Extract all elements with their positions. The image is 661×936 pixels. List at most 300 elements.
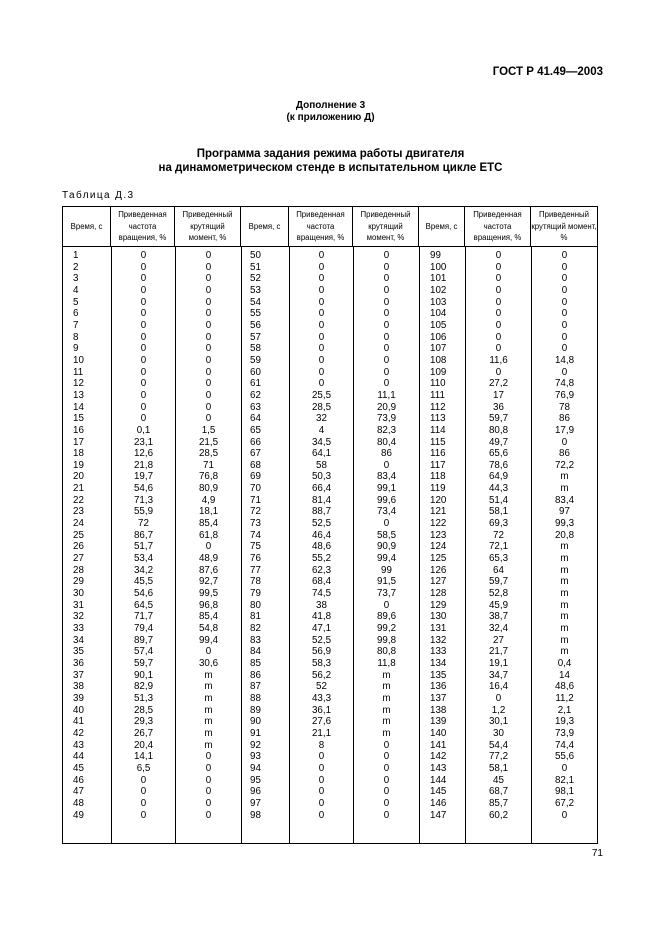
speed-cell-3: 11,6 (489, 354, 508, 366)
time-cell-3: 141 (430, 739, 447, 751)
time-cell-3: 103 (430, 296, 447, 308)
speed-cell-1: 0 (140, 343, 147, 355)
speed-cell-1: 51,7 (133, 541, 154, 553)
time-cell-3: 113 (430, 413, 446, 425)
time-cell-3: 142 (430, 751, 447, 763)
speed-cell-2: 27,6 (311, 716, 332, 728)
time-cell-3: 140 (430, 727, 447, 739)
torque-cell-1: 0 (205, 378, 212, 390)
time-cell-1: 41 (73, 716, 84, 728)
speed-cell-1: 0,1 (136, 424, 151, 436)
speed-cell-3: 0 (495, 343, 502, 355)
speed-cell-1: 51,3 (133, 692, 154, 704)
speed-cell-3: 32,4 (488, 623, 509, 634)
torque-cell-3: 0 (561, 366, 568, 378)
torque-cell-1: 0 (205, 250, 212, 261)
speed-cell-3: 69,3 (488, 518, 509, 530)
speed-cell-1: 89,7 (133, 634, 154, 646)
torque-cell-2: 0 (383, 366, 390, 378)
time-cell-2: 86 (250, 669, 261, 681)
speed-cell-2: 68,4 (311, 576, 332, 588)
torque-cell-2: m (382, 681, 391, 693)
time-cell-3: 130 (430, 611, 447, 623)
torque-cell-3: 17,9 (554, 424, 575, 436)
speed-cell-3: 60,2 (488, 809, 509, 821)
time-cell-2: 64 (250, 413, 261, 425)
time-cell-2: 81 (250, 611, 261, 623)
time-cell-1: 27 (73, 553, 84, 565)
speed-cell-2: 0 (318, 809, 325, 821)
time-cell-3: 119 (430, 483, 446, 495)
speed-cell-2: 25,5 (311, 389, 332, 401)
speed-cell-3: 0 (495, 261, 502, 273)
speed-cell-1: 0 (140, 261, 147, 273)
torque-cell-1: 92,7 (198, 576, 219, 588)
speed-cell-2: 66,4 (311, 483, 332, 495)
time-cell-2: 65 (250, 424, 261, 436)
time-cell-1: 47 (73, 786, 84, 798)
time-cell-3: 127 (430, 576, 447, 588)
speed-cell-3: 54,4 (488, 739, 509, 751)
torque-cell-2: 99 (381, 564, 392, 576)
torque-cell-3: m (560, 588, 569, 600)
torque-cell-2: 99,1 (376, 483, 397, 495)
torque-cell-2: 99,4 (376, 553, 397, 565)
time-cell-3: 104 (430, 308, 447, 320)
torque-cell-3: m (560, 564, 569, 576)
time-cell-3: 111 (430, 389, 445, 401)
torque-cell-2: 11,1 (377, 389, 396, 401)
torque-cell-3: 86 (559, 448, 570, 460)
time-cell-3: 120 (430, 494, 447, 506)
time-cell-3: 139 (430, 716, 447, 728)
time-cell-3: 131 (430, 623, 447, 634)
time-cell-1: 39 (73, 692, 84, 704)
speed-cell-1: 0 (140, 354, 147, 366)
time-cell-2: 78 (250, 576, 261, 588)
time-cell-2: 98 (250, 809, 261, 821)
supplement-heading (0, 100, 661, 124)
torque-cell-3: 82,1 (554, 774, 575, 786)
torque-cell-3: 14 (559, 669, 570, 681)
speed-column-3 (466, 250, 531, 821)
time-cell-1: 9 (73, 343, 79, 355)
torque-cell-3: 0 (561, 436, 568, 448)
time-cell-1: 33 (73, 623, 84, 634)
speed-cell-1: 0 (140, 366, 147, 378)
time-cell-2: 73 (250, 518, 261, 530)
time-cell-2: 91 (250, 727, 261, 739)
time-cell-2: 72 (250, 506, 261, 518)
torque-cell-1: 0 (205, 751, 212, 763)
header-time-3: Время, с (419, 207, 465, 246)
time-cell-2: 62 (250, 389, 261, 401)
program-title-line2: на динамометрическом стенде в испытательном цикле ETC (158, 162, 503, 174)
header-speed-3: Приведенная частота вращения, % (465, 207, 531, 246)
time-cell-3: 100 (430, 261, 447, 273)
torque-cell-2: 73,7 (376, 588, 397, 600)
time-cell-3: 118 (430, 471, 446, 483)
time-cell-1: 42 (73, 727, 84, 739)
time-cell-2: 56 (250, 319, 261, 331)
speed-cell-1: 28,5 (133, 704, 154, 716)
torque-cell-3: 0 (561, 284, 568, 296)
torque-cell-1: m (204, 692, 213, 704)
page-number: 71 (591, 848, 603, 859)
time-cell-2: 84 (250, 646, 261, 658)
time-cell-1: 13 (73, 389, 84, 401)
speed-cell-3: 0 (495, 331, 502, 343)
speed-cell-1: 0 (140, 786, 147, 798)
torque-cell-1: m (204, 727, 213, 739)
time-cell-2: 51 (250, 261, 261, 273)
speed-cell-3: 30,1 (488, 716, 509, 728)
torque-cell-3: m (560, 623, 569, 634)
torque-cell-1: 4,9 (201, 494, 216, 506)
torque-cell-2: 0 (383, 319, 390, 331)
torque-cell-1: 0 (205, 319, 212, 331)
torque-cell-2: 11,8 (377, 657, 396, 669)
time-cell-1: 25 (73, 529, 84, 541)
time-cell-2: 70 (250, 483, 261, 495)
torque-cell-2: m (382, 669, 391, 681)
torque-cell-3: 14,8 (554, 354, 575, 366)
torque-cell-3: 99,3 (554, 518, 575, 530)
speed-cell-1: 55,9 (133, 506, 154, 518)
time-cell-1: 12 (73, 378, 84, 390)
time-cell-3: 122 (430, 518, 447, 530)
speed-cell-1: 0 (140, 273, 147, 285)
time-cell-1: 28 (73, 564, 84, 576)
speed-cell-3: 49,7 (488, 436, 509, 448)
time-cell-1: 46 (73, 774, 84, 786)
torque-cell-1: 96,8 (198, 599, 219, 611)
time-cell-2: 85 (250, 657, 261, 669)
torque-cell-3: m (560, 611, 569, 623)
time-cell-2: 67 (250, 448, 261, 460)
torque-cell-2: 0 (383, 261, 390, 273)
torque-cell-2: 0 (383, 343, 390, 355)
supplement-title: Дополнение 3 (295, 100, 366, 111)
torque-cell-2: m (382, 716, 391, 728)
speed-cell-3: 58,1 (488, 762, 509, 774)
torque-cell-3: m (560, 471, 569, 483)
torque-cell-3: 0 (561, 762, 568, 774)
time-cell-2: 88 (250, 692, 261, 704)
torque-cell-2: 0 (383, 459, 390, 471)
time-cell-1: 16 (73, 424, 84, 436)
torque-cell-2: 0 (383, 284, 390, 296)
time-cell-1: 22 (73, 494, 84, 506)
torque-cell-3: 76,9 (554, 389, 575, 401)
torque-cell-2: 0 (383, 739, 390, 751)
speed-cell-1: 0 (140, 809, 147, 821)
torque-cell-3: 0,4 (557, 657, 572, 669)
speed-cell-1: 0 (140, 250, 147, 261)
torque-cell-1: 21,5 (198, 436, 219, 448)
speed-cell-2: 0 (318, 762, 325, 774)
time-cell-1: 15 (73, 413, 84, 425)
torque-cell-3: 20,8 (554, 529, 575, 541)
speed-cell-3: 16,4 (488, 681, 509, 693)
speed-cell-2: 43,3 (311, 692, 332, 704)
torque-cell-2: m (382, 727, 391, 739)
speed-cell-3: 34,7 (488, 669, 509, 681)
time-cell-3: 137 (430, 692, 447, 704)
speed-cell-2: 55,2 (311, 553, 332, 565)
time-cell-2: 71 (250, 494, 261, 506)
torque-cell-2: 0 (383, 751, 390, 763)
speed-cell-1: 59,7 (133, 657, 154, 669)
time-cell-2: 63 (250, 401, 261, 413)
torque-cell-3: 19,3 (554, 716, 575, 728)
time-cell-2: 61 (250, 378, 261, 390)
column-divider (419, 246, 420, 843)
torque-cell-1: 71 (203, 459, 214, 471)
time-cell-3: 145 (430, 786, 447, 798)
speed-cell-1: 90,1 (133, 669, 154, 681)
speed-cell-1: 0 (140, 389, 147, 401)
time-cell-2: 96 (250, 786, 261, 798)
speed-cell-1: 0 (140, 413, 147, 425)
speed-cell-2: 0 (318, 378, 325, 390)
torque-cell-3: 2,1 (557, 704, 572, 716)
time-cell-3: 105 (430, 319, 447, 331)
speed-cell-2: 48,6 (311, 541, 332, 553)
torque-cell-2: 0 (383, 518, 390, 530)
speed-cell-3: 59,7 (488, 413, 509, 425)
time-cell-1: 43 (73, 739, 84, 751)
speed-column-2 (290, 250, 353, 821)
torque-cell-2: 99,2 (376, 623, 397, 634)
time-column-1 (73, 250, 109, 821)
speed-cell-3: 0 (495, 296, 502, 308)
torque-cell-3: m (560, 541, 569, 553)
time-cell-2: 94 (250, 762, 261, 774)
time-cell-1: 48 (73, 797, 84, 809)
time-cell-2: 83 (250, 634, 261, 646)
torque-cell-1: 0 (205, 541, 212, 553)
time-cell-3: 123 (430, 529, 447, 541)
speed-cell-2: 0 (318, 261, 325, 273)
torque-cell-2: 0 (383, 296, 390, 308)
torque-cell-2: 90,9 (376, 541, 397, 553)
speed-cell-1: 0 (140, 401, 147, 413)
torque-cell-1: 30,6 (198, 657, 219, 669)
speed-cell-3: 51,4 (488, 494, 509, 506)
torque-cell-2: 0 (383, 599, 390, 611)
speed-cell-2: 41,8 (311, 611, 332, 623)
torque-cell-3: 0 (561, 296, 568, 308)
torque-cell-2: 20,9 (376, 401, 397, 413)
speed-cell-3: 64 (493, 564, 504, 576)
speed-cell-2: 0 (318, 797, 325, 809)
speed-cell-2: 56,9 (311, 646, 332, 658)
time-cell-3: 135 (430, 669, 447, 681)
time-cell-1: 30 (73, 588, 84, 600)
time-cell-3: 121 (430, 506, 447, 518)
torque-cell-3: 98,1 (554, 786, 575, 798)
torque-cell-2: 89,6 (376, 611, 397, 623)
time-cell-2: 66 (250, 436, 261, 448)
time-cell-2: 50 (250, 250, 261, 261)
speed-cell-1: 23,1 (133, 436, 154, 448)
time-cell-2: 93 (250, 751, 261, 763)
time-cell-1: 23 (73, 506, 84, 518)
speed-cell-1: 86,7 (133, 529, 154, 541)
torque-cell-1: m (204, 704, 213, 716)
time-cell-2: 95 (250, 774, 261, 786)
torque-cell-1: 0 (205, 296, 212, 308)
speed-cell-3: 72,1 (488, 541, 509, 553)
speed-cell-3: 45 (493, 774, 504, 786)
torque-cell-2: 0 (383, 809, 390, 821)
table-caption: Таблица Д.3 (62, 190, 135, 201)
torque-cell-1: 0 (205, 413, 212, 425)
time-cell-2: 80 (250, 599, 261, 611)
torque-cell-1: 0 (205, 343, 212, 355)
speed-cell-2: 0 (318, 296, 325, 308)
time-cell-2: 69 (250, 471, 261, 483)
time-cell-1: 34 (73, 634, 84, 646)
time-cell-3: 101 (430, 273, 447, 285)
time-cell-3: 132 (430, 634, 447, 646)
torque-cell-2: 0 (383, 762, 390, 774)
torque-cell-1: 0 (205, 786, 212, 798)
torque-cell-2: 91,5 (376, 576, 397, 588)
program-title-line1: Программа задания режима работы двигателя (196, 148, 465, 160)
time-cell-3: 128 (430, 588, 447, 600)
time-cell-1: 37 (73, 669, 84, 681)
time-cell-1: 31 (73, 599, 84, 611)
time-cell-3: 109 (430, 366, 447, 378)
torque-cell-1: 0 (205, 762, 212, 774)
torque-cell-3: 72,2 (554, 459, 575, 471)
torque-cell-2: 80,8 (376, 646, 397, 658)
torque-cell-3: m (560, 483, 569, 495)
time-cell-1: 11 (73, 366, 84, 378)
speed-cell-1: 45,5 (133, 576, 154, 588)
speed-cell-2: 50,3 (311, 471, 332, 483)
speed-cell-3: 0 (495, 273, 502, 285)
speed-cell-3: 59,7 (488, 576, 509, 588)
time-cell-1: 32 (73, 611, 84, 623)
speed-cell-2: 0 (318, 751, 325, 763)
speed-cell-1: 20,4 (133, 739, 154, 751)
time-cell-1: 7 (73, 319, 79, 331)
speed-cell-1: 21,8 (133, 459, 154, 471)
torque-cell-1: 0 (205, 261, 212, 273)
torque-cell-3: 73,9 (554, 727, 575, 739)
speed-cell-2: 0 (318, 308, 325, 320)
torque-cell-3: m (560, 646, 569, 658)
torque-column-2 (354, 250, 419, 821)
time-cell-1: 40 (73, 704, 84, 716)
torque-cell-3: m (560, 634, 569, 646)
speed-cell-1: 0 (140, 296, 147, 308)
torque-cell-2: 99,8 (376, 634, 397, 646)
time-cell-2: 58 (250, 343, 261, 355)
time-cell-1: 8 (73, 331, 79, 343)
time-cell-2: 82 (250, 623, 261, 634)
torque-cell-1: 0 (205, 366, 212, 378)
header-speed-1: Приведенная частота вращения, % (111, 207, 175, 246)
torque-cell-2: 0 (383, 786, 390, 798)
time-cell-3: 125 (430, 553, 447, 565)
time-cell-1: 3 (73, 273, 79, 285)
time-cell-3: 133 (430, 646, 447, 658)
speed-cell-3: 58,1 (488, 506, 509, 518)
speed-cell-3: 78,6 (488, 459, 509, 471)
time-cell-2: 53 (250, 284, 261, 296)
speed-cell-2: 62,3 (311, 564, 332, 576)
speed-cell-3: 19,1 (488, 657, 509, 669)
time-cell-1: 24 (73, 518, 84, 530)
speed-cell-1: 6,5 (136, 762, 151, 774)
torque-cell-3: 86 (559, 413, 570, 425)
torque-cell-3: 0 (561, 319, 568, 331)
torque-cell-1: 87,6 (198, 564, 219, 576)
speed-cell-1: 0 (140, 378, 147, 390)
speed-cell-2: 38 (316, 599, 327, 611)
time-cell-2: 77 (250, 564, 261, 576)
torque-cell-1: 0 (205, 797, 212, 809)
torque-cell-1: m (204, 739, 213, 751)
speed-cell-1: 82,9 (133, 681, 154, 693)
torque-cell-1: 0 (205, 809, 212, 821)
speed-cell-2: 46,4 (311, 529, 332, 541)
torque-cell-1: 0 (205, 401, 212, 413)
torque-cell-3: 83,4 (554, 494, 575, 506)
speed-cell-3: 0 (495, 319, 502, 331)
torque-cell-3: 0 (561, 809, 568, 821)
time-cell-3: 108 (430, 354, 447, 366)
supplement-reference: (к приложению Д) (286, 112, 375, 123)
speed-cell-2: 64,1 (311, 448, 332, 460)
speed-cell-2: 0 (318, 331, 325, 343)
torque-cell-1: 85,4 (198, 611, 219, 623)
torque-cell-2: 0 (383, 774, 390, 786)
torque-cell-2: 73,9 (376, 413, 397, 425)
speed-cell-1: 29,3 (133, 716, 154, 728)
speed-cell-1: 54,6 (133, 588, 154, 600)
torque-cell-2: 0 (383, 308, 390, 320)
time-cell-1: 17 (73, 436, 84, 448)
speed-cell-3: 68,7 (488, 786, 509, 798)
speed-cell-3: 65,6 (488, 448, 509, 460)
time-cell-3: 112 (430, 401, 446, 413)
time-cell-3: 138 (430, 704, 447, 716)
speed-cell-3: 44,3 (488, 483, 509, 495)
torque-cell-2: 73,4 (376, 506, 397, 518)
time-cell-3: 114 (430, 424, 446, 436)
torque-cell-2: 0 (383, 378, 390, 390)
torque-cell-3: 0 (561, 273, 568, 285)
torque-cell-1: 85,4 (198, 518, 219, 530)
document-code: ГОСТ Р 41.49—2003 (492, 66, 603, 78)
speed-cell-2: 4 (318, 424, 325, 436)
time-column-3 (430, 250, 464, 821)
torque-cell-1: 1,5 (201, 424, 216, 436)
speed-cell-2: 47,1 (311, 623, 332, 634)
torque-cell-2: 80,4 (376, 436, 397, 448)
torque-cell-3: 48,6 (554, 681, 575, 693)
speed-cell-2: 0 (318, 786, 325, 798)
time-cell-2: 92 (250, 739, 261, 751)
time-cell-2: 87 (250, 681, 261, 693)
time-cell-1: 45 (73, 762, 84, 774)
speed-cell-2: 56,2 (311, 669, 332, 681)
